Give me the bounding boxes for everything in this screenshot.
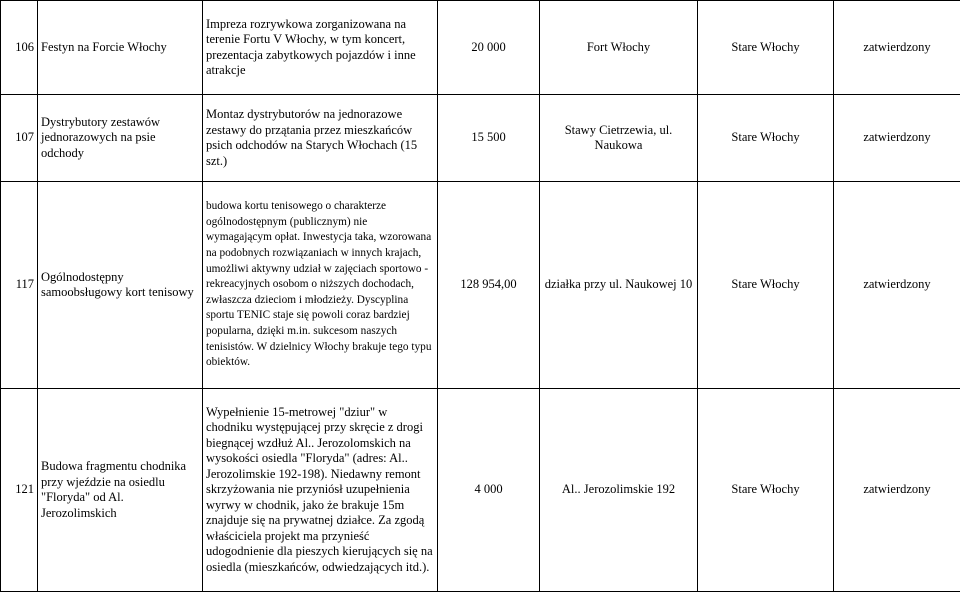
project-name: Dystrybutory zestawów jednorazowych na psie odchody [38,95,203,182]
project-cost: 128 954,00 [438,182,540,389]
project-name: Ogólnodostępny samoobsługowy kort tenisowy [38,182,203,389]
project-name: Budowa fragmentu chodnika przy wjeździe na osiedlu "Floryda" od Al. Jerozolimskich [38,389,203,592]
project-name: Festyn na Forcie Włochy [38,1,203,95]
table-row [1,389,960,592]
project-status: zatwierdzony [834,182,960,389]
project-district: Stare Włochy [698,389,834,592]
table-row [1,1,960,95]
project-description: Impreza rozrywkowa zorganizowana na terenie Fortu V Włochy, w tym koncert, prezentacja zabytkowych pojazdów i inne atrakcje [203,1,438,95]
project-location: Stawy Cietrzewia, ul. Naukowa [540,95,698,182]
project-status: zatwierdzony [834,389,960,592]
project-district: Stare Włochy [698,182,834,389]
project-location: działka przy ul. Naukowej 10 [540,182,698,389]
project-location: Al.. Jerozolimskie 192 [540,389,698,592]
project-number: 106 [1,1,38,95]
project-district: Stare Włochy [698,1,834,95]
project-number: 107 [1,95,38,182]
project-status: zatwierdzony [834,95,960,182]
project-description: Wypełnienie 15-metrowej "dziur" w chodniku występującej przy skręcie z drogi biegnącej wzdłuż Al.. Jerozolomskich na wysokości osiedla "Floryda" (adres: Al.. Jerozolimskie 192-198). Niedawny remont skrzyżowania nie przyniósł uzupełnienia wyrwy w chodnik, jako że brakuje 15m znajduje się na prywatnej działce. Za zgodą właściciela projekt ma przynieść udogodnienie dla pieszych kierujących się na osiedla (mieszkańców, odwiedzających itd.). [203,389,438,592]
table-row [1,95,960,182]
project-location: Fort Włochy [540,1,698,95]
project-cost: 4 000 [438,389,540,592]
project-description: budowa kortu tenisowego o charakterze ogólnodostępnym (publicznym) nie wymagającym opłat. Inwestycja taka, wzorowana na podobnych rozwiązaniach w innych krajach, umożliwi aktywny udział w zajęciach sportowo - rekreacyjnych osobom o niższych dochodach, zwłaszcza dzieciom i młodzieży. Dyscyplina sportu TENIC staje się powoli coraz bardziej popularna, dzięki m.in. sukcesom naszych tenisistów. W dzielnicy Włochy brakuje tego typu obiektów. [203,182,438,389]
project-status: zatwierdzony [834,1,960,95]
project-cost: 20 000 [438,1,540,95]
table-row [1,182,960,389]
project-number: 121 [1,389,38,592]
project-district: Stare Włochy [698,95,834,182]
project-description: Montaz dystrybutorów na jednorazowe zestawy do przątania przez mieszkańców psich odchodów na Starych Włochach (15 szt.) [203,95,438,182]
project-number: 117 [1,182,38,389]
project-cost: 15 500 [438,95,540,182]
